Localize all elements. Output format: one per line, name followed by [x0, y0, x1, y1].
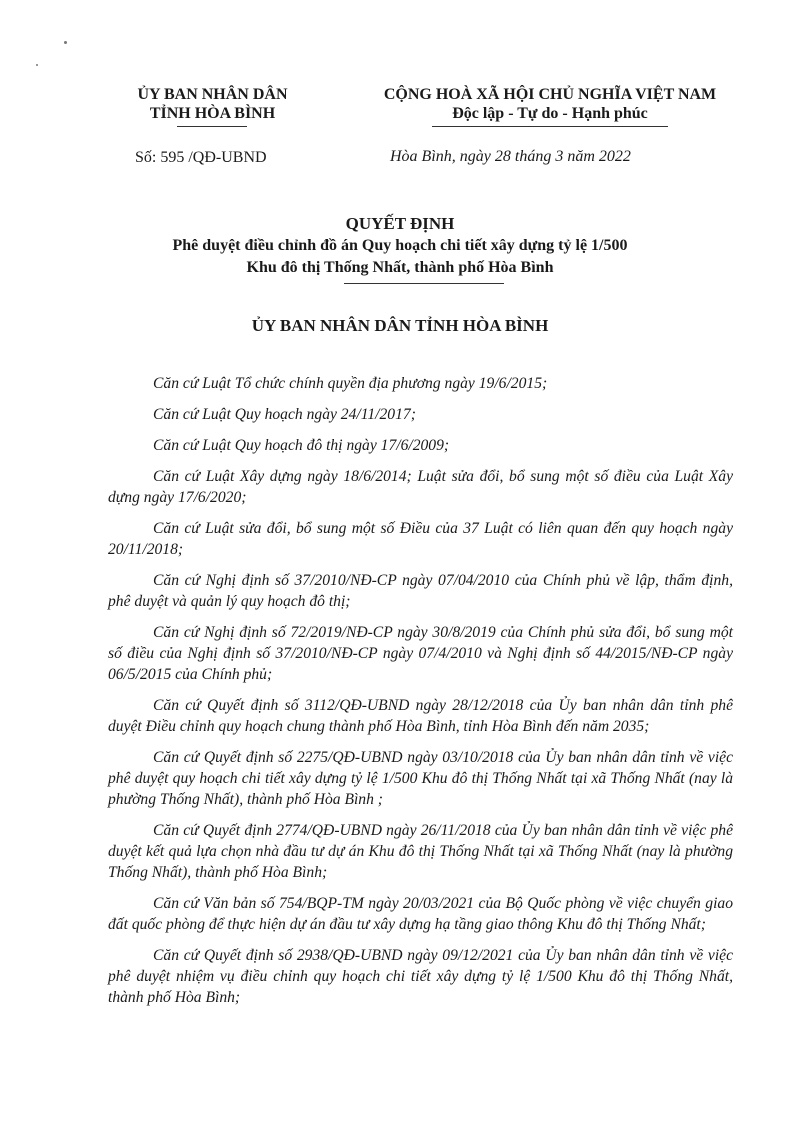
legal-basis-paragraph: Căn cứ Nghị định số 37/2010/NĐ-CP ngày 07/04/2010 của Chính phủ về lập, thẩm định, phê duyệt và quản lý quy hoạch đô thị; — [108, 572, 733, 610]
issuing-authority: ỦY BAN NHÂN DÂN TỈNH HÒA BÌNH — [251, 316, 549, 335]
decision-subject-line2: Khu đô thị Thống Nhất, thành phố Hòa Bình — [246, 259, 554, 276]
scan-speck — [64, 41, 67, 44]
legal-basis-paragraph: Căn cứ Văn bản số 754/BQP-TM ngày 20/03/2021 của Bộ Quốc phòng về việc chuyển giao đất quốc phòng để thực hiện dự án đầu tư xây dựng hạ tầng giao thông Khu đô thị Thống Nhất; — [108, 895, 733, 933]
scan-speck — [36, 64, 38, 66]
document-number: Số: 595 /QĐ-UBND — [135, 149, 267, 166]
decision-subject-line1: Phê duyệt điều chỉnh đồ án Quy hoạch chi tiết xây dựng tỷ lệ 1/500 — [172, 237, 628, 254]
legal-basis-paragraph: Căn cứ Luật sửa đổi, bổ sung một số Điều của 37 Luật có liên quan đến quy hoạch ngày 20/11/2018; — [108, 520, 733, 558]
issuer-province: TỈNH HÒA BÌNH — [149, 105, 276, 122]
legal-basis-paragraph: Căn cứ Nghị định số 72/2019/NĐ-CP ngày 30/8/2019 của Chính phủ sửa đổi, bổ sung một số điều của Nghị định số 37/2010/NĐ-CP ngày 07/4/2010 và Nghị định số 44/2015/NĐ-CP ngày 06/5/2015 của Chính phủ; — [108, 624, 733, 683]
legal-basis-paragraph: Căn cứ Quyết định số 2938/QĐ-UBND ngày 09/12/2021 của Ủy ban nhân dân tỉnh về việc phê duyệt nhiệm vụ điều chỉnh quy hoạch chi tiết xây dựng tỷ lệ 1/500 Khu đô thị Thống Nhất, thành phố Hòa Bình; — [108, 947, 733, 1006]
issuer-underline — [177, 126, 247, 127]
legal-bases — [108, 373, 733, 1018]
legal-basis-paragraph: Căn cứ Luật Quy hoạch ngày 24/11/2017; — [153, 406, 416, 423]
national-motto: Độc lập - Tự do - Hạnh phúc — [452, 105, 648, 122]
legal-basis-paragraph: Căn cứ Luật Xây dựng ngày 18/6/2014; Luật sửa đổi, bổ sung một số điều của Luật Xây dựng ngày 17/6/2020; — [108, 468, 733, 506]
legal-basis-paragraph: Căn cứ Quyết định 2774/QĐ-UBND ngày 26/11/2018 của Ủy ban nhân dân tỉnh về việc phê duyệt kết quả lựa chọn nhà đầu tư dự án Khu đô thị Thống Nhất tại xã Thống Nhất (nay là phường Thống Nhất), thành phố Hòa Bình; — [108, 822, 733, 881]
issuer-name: ỦY BAN NHÂN DÂN — [137, 86, 288, 103]
national-title: CỘNG HOÀ XÃ HỘI CHỦ NGHĨA VIỆT NAM — [383, 86, 717, 103]
legal-basis-paragraph: Căn cứ Luật Quy hoạch đô thị ngày 17/6/2009; — [153, 437, 450, 454]
subject-underline — [344, 283, 504, 284]
document-date: Hòa Bình, ngày 28 tháng 3 năm 2022 — [390, 148, 631, 165]
legal-basis-paragraph: Căn cứ Quyết định số 3112/QĐ-UBND ngày 28/12/2018 của Ủy ban nhân dân tỉnh phê duyệt Điều chỉnh quy hoạch chung thành phố Hòa Bình, tỉnh Hòa Bình đến năm 2035; — [108, 697, 733, 735]
decision-title: QUYẾT ĐỊNH — [345, 214, 455, 233]
legal-basis-paragraph: Căn cứ Luật Tổ chức chính quyền địa phương ngày 19/6/2015; — [153, 375, 548, 392]
legal-basis-paragraph: Căn cứ Quyết định số 2275/QĐ-UBND ngày 03/10/2018 của Ủy ban nhân dân tỉnh về việc phê duyệt quy hoạch chi tiết xây dựng tỷ lệ 1/500 Khu đô thị Thống Nhất tại xã Thống Nhất (nay là phường Thống Nhất), thành phố Hòa Bình ; — [108, 749, 733, 808]
motto-underline — [432, 126, 668, 127]
